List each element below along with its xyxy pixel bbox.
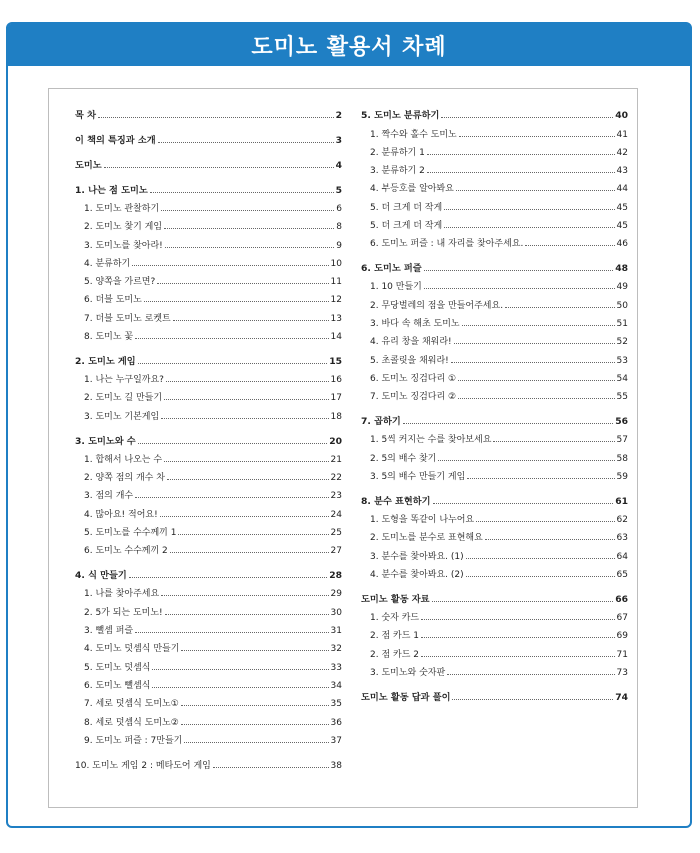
toc-entry [75,728,342,746]
dot-leader [433,503,614,504]
toc-entry-label: 2. 도미노 게임 [75,355,136,367]
dot-leader [181,705,329,706]
dot-leader [164,228,334,229]
dot-leader [458,398,614,399]
toc-entry-label: 2. 도미노를 분수로 표현해요 [370,533,483,544]
toc-page-number: 13 [330,313,342,324]
toc-section-entry [361,488,628,506]
toc-entry-label: 3. 5의 배수 만들기 게임 [370,471,466,482]
dot-leader [150,192,334,193]
toc-section-entry [75,128,342,146]
toc-page-number: 15 [329,355,342,367]
toc-page-number: 29 [330,589,342,600]
toc-page-number: 24 [330,509,342,520]
toc-page-number: 51 [616,319,628,330]
toc-entry [75,709,342,727]
toc-entry-label: 2. 5의 배수 찾기 [370,453,437,464]
dot-leader [138,443,328,444]
toc-entry [75,501,342,519]
toc-entry-label: 1. 10 만들기 [370,282,422,293]
toc-entry [75,520,342,538]
toc-entry-label: 목 차 [75,110,96,122]
toc-entry-label: 3. 분수를 찾아봐요. (1) [370,551,464,562]
dot-leader [525,245,614,246]
toc-entry-label: 3. 뺄셈 퍼즐 [84,626,134,637]
toc-page-number: 65 [616,569,628,580]
dot-leader [160,516,329,517]
dot-leader [421,656,615,657]
toc-entry-label: 도미노 활동 답과 풀이 [361,691,451,703]
toc-entry [361,384,628,402]
toc-page-number: 41 [616,129,628,140]
toc-entry-label: 5. 양쪽을 가르면? [84,277,156,288]
toc-page-number: 64 [616,551,628,562]
toc-page [48,88,638,808]
toc-entry [361,140,628,158]
toc-section-entry [361,409,628,427]
toc-entry-label: 7. 더블 도미노 로켓트 [84,313,171,324]
toc-entry [75,581,342,599]
toc-entry-label: 4. 도미노 덧셈식 만들기 [84,644,180,655]
toc-entry-label: 2. 분류하기 1 [370,147,425,158]
dot-leader [135,632,328,633]
toc-entry [75,269,342,287]
toc-entry [361,121,628,139]
toc-entry-label: 3. 점의 개수 [84,491,134,502]
toc-entry-label: 1. 짝수와 홀수 도미노 [370,129,457,140]
dot-leader [166,381,329,382]
toc-entry-label: 5. 도미노 덧셈식 [84,662,151,673]
toc-entry [361,641,628,659]
dot-leader [493,441,614,442]
toc-entry [361,274,628,292]
toc-page-number: 74 [615,691,628,703]
dot-leader [170,552,329,553]
dot-leader [444,227,614,228]
toc-entry [75,691,342,709]
toc-page-number: 31 [330,626,342,637]
toc-entry-label: 2. 도미노 찾기 게임 [84,222,163,233]
toc-page-number: 32 [330,644,342,655]
toc-page-number: 40 [615,110,628,122]
toc-entry [361,329,628,347]
toc-entry [361,605,628,623]
toc-page-number: 55 [616,392,628,403]
toc-entry-label: 2. 무당벌레의 점을 만들어주세요. [370,300,504,311]
toc-section-entry [75,563,342,581]
toc-section-entry [75,428,342,446]
toc-entry-label: 1. 합해서 나오는 수 [84,454,163,465]
toc-entry-label: 4. 부등호를 알아봐요 [370,184,454,195]
toc-entry-label: 4. 분류하기 [84,258,131,269]
dot-leader [158,142,334,143]
toc-entry [361,427,628,445]
dot-leader [135,497,328,498]
dot-leader [441,117,613,118]
toc-page-number: 2 [335,110,342,122]
toc-page-number: 12 [330,295,342,306]
header-bar [8,24,690,66]
toc-left-column [75,103,342,771]
toc-page-number: 5 [335,184,342,196]
toc-entry-label: 8. 세로 덧셈식 도미노② [84,717,179,728]
toc-page-number: 9 [336,240,342,251]
toc-page-number: 59 [616,471,628,482]
toc-entry [361,366,628,384]
toc-page-number: 71 [616,649,628,660]
toc-entry [75,367,342,385]
toc-entry-label: 4. 유리 창을 채워라! [370,337,452,348]
toc-entry-label: 9. 도미노 퍼즐 : 7만들기 [84,735,183,746]
toc-entry [75,196,342,214]
toc-entry [361,623,628,641]
toc-entry [75,305,342,323]
toc-entry-label: 6. 도미노 퍼즐 [361,263,422,275]
toc-page-number: 57 [616,435,628,446]
toc-entry [361,231,628,249]
dot-leader [454,343,615,344]
toc-entry-label: 5. 초콜릿을 채워라! [370,355,449,366]
toc-section-entry [361,103,628,121]
dot-leader [421,637,615,638]
toc-page-number: 44 [616,184,628,195]
toc-entry-label: 5. 더 크게 더 작게 [370,221,443,232]
toc-page-number: 34 [330,680,342,691]
toc-entry [75,654,342,672]
toc-entry-label: 도미노 [75,159,102,171]
toc-entry-label: 3. 도미노와 수 [75,435,136,447]
page-title: 도미노 활용서 차례 [251,34,447,60]
toc-page-number: 48 [615,263,628,275]
toc-page-number: 45 [616,221,628,232]
toc-right-column [361,103,628,703]
dot-leader [452,699,613,700]
toc-entry [75,287,342,305]
toc-frame [6,22,692,828]
dot-leader [458,380,614,381]
toc-page-number: 52 [616,337,628,348]
dot-leader [165,247,334,248]
toc-entry [75,214,342,232]
toc-page-number: 10 [330,258,342,269]
toc-entry [361,176,628,194]
toc-entry-label: 3. 도미노 기본게임 [84,411,160,422]
toc-entry [361,445,628,463]
toc-entry [361,292,628,310]
dot-leader [427,154,615,155]
toc-entry [75,538,342,556]
dot-leader [466,576,615,577]
dot-leader [424,288,615,289]
toc-entry-label: 2. 5가 되는 도미노! [84,607,163,618]
toc-entry [75,618,342,636]
toc-entry-label: 6. 더블 도미노 [84,295,142,306]
toc-entry-label: 8. 분수 표현하기 [361,495,431,507]
toc-section-entry [361,684,628,702]
toc-page-number: 11 [330,277,342,288]
toc-entry [75,232,342,250]
dot-leader [181,724,329,725]
dot-leader [144,301,329,302]
toc-page-number: 43 [616,166,628,177]
dot-leader [164,399,329,400]
toc-page-number: 6 [336,203,342,214]
dot-leader [132,265,328,266]
toc-entry-label: 6. 도미노 퍼즐 : 내 자리를 찾아주세요. [370,239,524,250]
toc-page-number: 21 [330,454,342,465]
dot-leader [421,619,614,620]
toc-section-entry [75,349,342,367]
toc-page-number: 37 [330,735,342,746]
toc-entry [361,562,628,580]
toc-page-number: 27 [330,546,342,557]
toc-entry [361,311,628,329]
dot-leader [178,534,328,535]
toc-entry-label: 1. 도형을 똑같이 나누어요 [370,515,475,526]
dot-leader [447,674,614,675]
dot-leader [161,210,334,211]
toc-page-number: 63 [616,533,628,544]
toc-entry-label: 2. 점 카드 2 [370,649,419,660]
toc-page-number: 46 [616,239,628,250]
toc-page-number: 73 [616,667,628,678]
toc-page-number: 30 [330,607,342,618]
toc-entry-label: 5. 도미노 분류하기 [361,110,440,122]
toc-page-number: 35 [330,699,342,710]
dot-leader [466,558,615,559]
toc-page-number: 20 [329,435,342,447]
dot-leader [467,478,614,479]
toc-entry-label: 7. 세로 덧셈식 도미노① [84,699,179,710]
dot-leader [152,687,328,688]
toc-page-number: 58 [616,453,628,464]
toc-entry-label: 10. 도미노 게임 2 : 메타도어 게임 [75,760,211,771]
toc-page-number: 69 [616,631,628,642]
toc-entry-label: 6. 도미노 뺄셈식 [84,680,151,691]
toc-entry [75,752,342,770]
dot-leader [424,270,614,271]
toc-section-entry [75,177,342,195]
toc-page-number: 22 [330,473,342,484]
dot-leader [213,767,329,768]
toc-entry-label: 1. 도미노 관찰하기 [84,203,160,214]
toc-entry-label: 5. 더 크게 더 작게 [370,202,443,213]
toc-page-number: 33 [330,662,342,673]
toc-page-number: 61 [615,495,628,507]
toc-entry-label: 4. 식 만들기 [75,570,127,582]
dot-leader [427,172,615,173]
dot-leader [459,136,615,137]
dot-leader [432,601,614,602]
toc-entry [361,347,628,365]
toc-entry [361,525,628,543]
toc-page-number: 53 [616,355,628,366]
dot-leader [104,167,334,168]
toc-entry [75,599,342,617]
dot-leader [476,521,614,522]
toc-page-number: 45 [616,202,628,213]
toc-entry [75,673,342,691]
toc-section-entry [75,103,342,121]
toc-entry [75,251,342,269]
toc-page-number: 18 [330,411,342,422]
dot-leader [184,742,328,743]
dot-leader [129,577,327,578]
dot-leader [403,423,613,424]
toc-page-number: 23 [330,491,342,502]
toc-entry-label: 2. 도미노 길 만들기 [84,393,163,404]
toc-entry [361,464,628,482]
toc-page-number: 14 [330,332,342,343]
dot-leader [98,117,334,118]
toc-entry-label: 7. 곱하기 [361,416,401,428]
toc-page-number: 36 [330,717,342,728]
toc-entry [361,158,628,176]
dot-leader [444,209,614,210]
toc-page-number: 17 [330,393,342,404]
toc-section-entry [361,586,628,604]
toc-entry-label: 3. 도미노를 찾아라! [84,240,163,251]
toc-page-number: 54 [616,373,628,384]
toc-entry-label: 도미노 활동 자료 [361,593,430,605]
dot-leader [438,460,614,461]
toc-entry-label: 6. 도미노 징검다리 ① [370,373,457,384]
dot-leader [505,307,614,308]
toc-entry [75,636,342,654]
dot-leader [164,461,329,462]
dot-leader [456,190,615,191]
toc-entry-label: 8. 도미노 꽃 [84,332,134,343]
toc-page-number: 28 [329,570,342,582]
toc-entry [361,507,628,525]
toc-entry-label: 3. 도미노와 숫자판 [370,667,446,678]
toc-page-number: 66 [615,593,628,605]
toc-page-number: 38 [330,760,342,771]
toc-entry [75,324,342,342]
toc-page-number: 67 [616,613,628,624]
dot-leader [462,325,615,326]
toc-entry-label: 3. 분류하기 2 [370,166,425,177]
dot-leader [161,595,328,596]
toc-page-number: 3 [335,135,342,147]
toc-page-number: 50 [616,300,628,311]
dot-leader [181,650,328,651]
toc-entry-label: 2. 점 카드 1 [370,631,419,642]
toc-page-number: 8 [336,222,342,233]
toc-entry-label: 5. 도미노를 수수께끼 1 [84,528,177,539]
dot-leader [161,418,328,419]
dot-leader [135,338,328,339]
toc-entry-label: 1. 나를 찾아주세요 [84,589,160,600]
toc-entry [75,403,342,421]
toc-page-number: 25 [330,528,342,539]
toc-page-number: 49 [616,282,628,293]
toc-entry [361,194,628,212]
toc-section-entry [361,256,628,274]
toc-entry-label: 1. 숫자 카드 [370,613,420,624]
toc-section-entry [75,153,342,171]
toc-page-number: 62 [616,515,628,526]
dot-leader [451,362,615,363]
toc-entry-label: 4. 많아요! 적어요! [84,509,158,520]
toc-page-number: 16 [330,375,342,386]
toc-page-number: 56 [615,416,628,428]
toc-entry-label: 이 책의 특징과 소개 [75,135,156,147]
toc-entry-label: 2. 양쪽 점의 개수 차 [84,473,165,484]
dot-leader [173,320,329,321]
toc-entry-label: 4. 분수를 찾아봐요. (2) [370,569,464,580]
toc-entry-label: 7. 도미노 징검다리 ② [370,392,457,403]
toc-entry-label: 6. 도미노 수수께끼 2 [84,546,168,557]
toc-entry [75,447,342,465]
dot-leader [152,669,328,670]
dot-leader [167,479,329,480]
dot-leader [157,283,328,284]
dot-leader [485,539,615,540]
toc-entry [361,543,628,561]
toc-entry [75,483,342,501]
toc-entry-label: 1. 5씩 커지는 수를 찾아보세요 [370,435,492,446]
toc-entry [75,385,342,403]
dot-leader [138,363,328,364]
toc-entry-label: 1. 나는 누구일까요? [84,375,164,386]
toc-entry-label: 3. 바다 속 해초 도미노 [370,319,460,330]
toc-page-number: 4 [335,159,342,171]
toc-entry [75,465,342,483]
toc-entry-label: 1. 나는 점 도미노 [75,184,148,196]
toc-entry [361,660,628,678]
toc-entry [361,213,628,231]
toc-page-number: 42 [616,147,628,158]
dot-leader [165,614,329,615]
